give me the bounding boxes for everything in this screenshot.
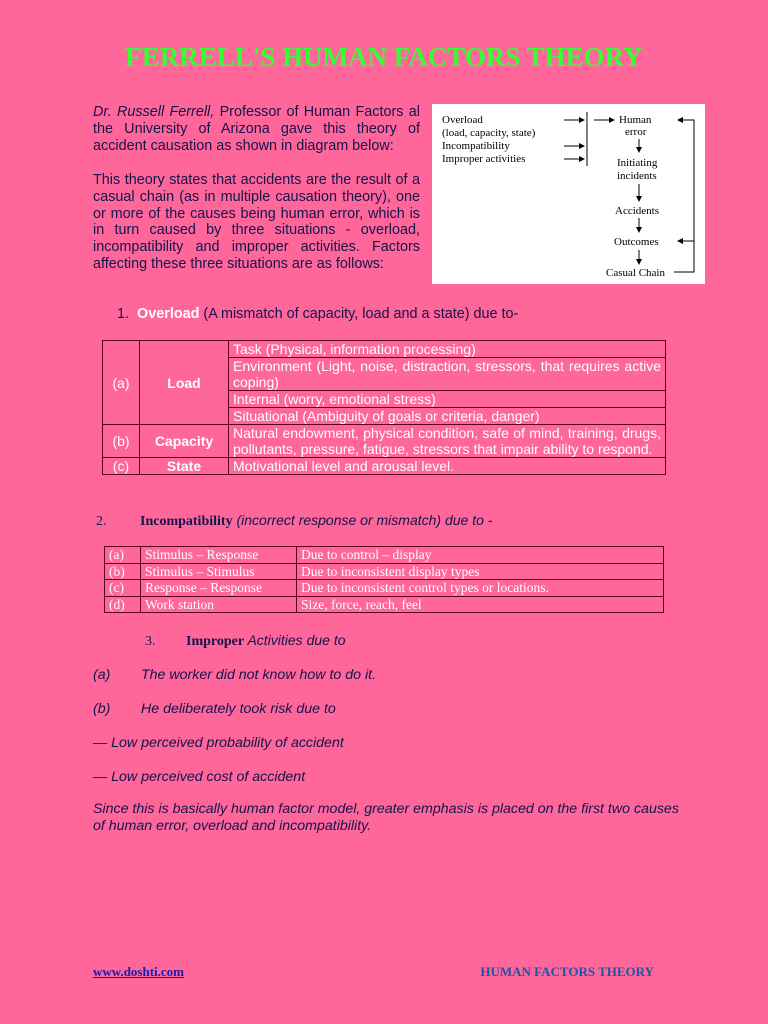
state-item: Motivational level and arousal level.: [229, 458, 666, 475]
intro-p1-text: Professor of Human Factors al the University of Arizona gave this theory of accident causation as shown in diagram below:: [93, 104, 420, 154]
author-name: Dr. Russell Ferrell,: [93, 104, 215, 120]
overload-table: [102, 340, 666, 475]
section2-title: Incompatibility: [140, 514, 233, 529]
row-letter: (d): [105, 596, 141, 613]
item-a-tag: (a): [93, 667, 111, 683]
table-row: [105, 596, 664, 613]
causation-diagram: [432, 104, 705, 284]
section2-number: 2.: [96, 514, 107, 529]
footer-website-link[interactable]: www.doshti.com: [93, 964, 185, 979]
diagram-overload-detail: (load, capacity, state): [442, 127, 536, 139]
row-letter: (b): [105, 563, 141, 580]
page-title: FERRELL'S HUMAN FACTORS THEORY: [125, 42, 643, 72]
chain-accidents: Accidents: [615, 205, 659, 217]
chain-error: error: [625, 126, 647, 138]
row-cause: Due to inconsistent display types: [297, 563, 664, 580]
row-type: Stimulus – Response: [141, 547, 297, 564]
diagram-incompatibility: Incompatibility: [442, 140, 510, 152]
row-letter: (a): [103, 341, 140, 425]
chain-outcomes: Outcomes: [614, 236, 659, 248]
chain-human: Human: [619, 114, 652, 126]
section3-desc: Activities due to: [244, 632, 346, 648]
load-item: Task (Physical, information processing): [229, 341, 666, 358]
section1-desc: (A mismatch of capacity, load and a state) due to-: [199, 306, 519, 322]
table-row: [103, 458, 666, 475]
row-type: Work station: [141, 596, 297, 613]
chain-initiating: Initiating: [617, 157, 658, 169]
section1-heading: [117, 306, 518, 322]
section3-title: Improper: [186, 634, 245, 649]
load-item: Environment (Light, noise, distraction, stressors, that requires active coping): [229, 358, 666, 391]
item-b: [93, 701, 336, 717]
table-row: [105, 580, 664, 597]
row-label-load: Load: [140, 341, 229, 425]
section1-title: Overload: [137, 306, 200, 322]
footer-title: HUMAN FACTORS THEORY: [480, 964, 654, 979]
item-b-tag: (b): [93, 701, 111, 717]
diagram-svg: [432, 104, 705, 284]
row-label-capacity: Capacity: [140, 425, 229, 458]
row-letter: (c): [103, 458, 140, 475]
incompatibility-table: [104, 546, 664, 613]
table-row: [105, 563, 664, 580]
dash-item-2: — Low perceived cost of accident: [93, 769, 306, 785]
section3-number: 3.: [145, 634, 156, 649]
load-item: Internal (worry, emotional stress): [229, 391, 666, 408]
chain-incidents: incidents: [617, 170, 657, 182]
row-type: Response – Response: [141, 580, 297, 597]
row-cause: Due to control – display: [297, 547, 664, 564]
row-label-state: State: [140, 458, 229, 475]
row-cause: Size, force, reach, feel: [297, 596, 664, 613]
diagram-improper: Improper activities: [442, 153, 526, 165]
row-letter: (c): [105, 580, 141, 597]
item-b-text: He deliberately took risk due to: [141, 701, 336, 717]
section2-desc: (incorrect response or mismatch) due to -: [232, 512, 493, 528]
dash-item-1: — Low perceived probability of accident: [93, 735, 344, 751]
table-row: [103, 341, 666, 358]
intro-paragraph-2: This theory states that accidents are the result of a casual chain (as in multiple causation theory), one or more of the causes being human error, which is in turn caused by three situations - overload, incompatibility and improper activities. Factors affecting these three situations are as follows:: [93, 172, 420, 272]
feedback-loop: [674, 120, 694, 272]
section3-heading: [145, 632, 346, 650]
item-a-text: The worker did not know how to do it.: [141, 667, 377, 683]
section1-number: 1.: [117, 306, 130, 322]
load-item: Situational (Ambiguity of goals or criteria, danger): [229, 408, 666, 425]
table-row: [105, 547, 664, 564]
row-letter: (a): [105, 547, 141, 564]
row-letter: (b): [103, 425, 140, 458]
closing-paragraph: Since this is basically human factor model, greater emphasis is placed on the first two causes of human error, overload and incompatibility.: [93, 801, 679, 834]
chain-casual: Casual Chain: [606, 267, 665, 279]
table-row: [103, 425, 666, 458]
row-cause: Due to inconsistent control types or locations.: [297, 580, 664, 597]
intro-paragraph-1: [93, 104, 420, 154]
item-a: [93, 667, 376, 683]
diagram-overload: Overload: [442, 114, 483, 126]
section2-heading: [96, 512, 492, 530]
row-type: Stimulus – Stimulus: [141, 563, 297, 580]
capacity-item: Natural endowment, physical condition, safe of mind, training, drugs, pollutants, pressure, fatigue, stressors that impair ability to respond.: [229, 425, 666, 458]
